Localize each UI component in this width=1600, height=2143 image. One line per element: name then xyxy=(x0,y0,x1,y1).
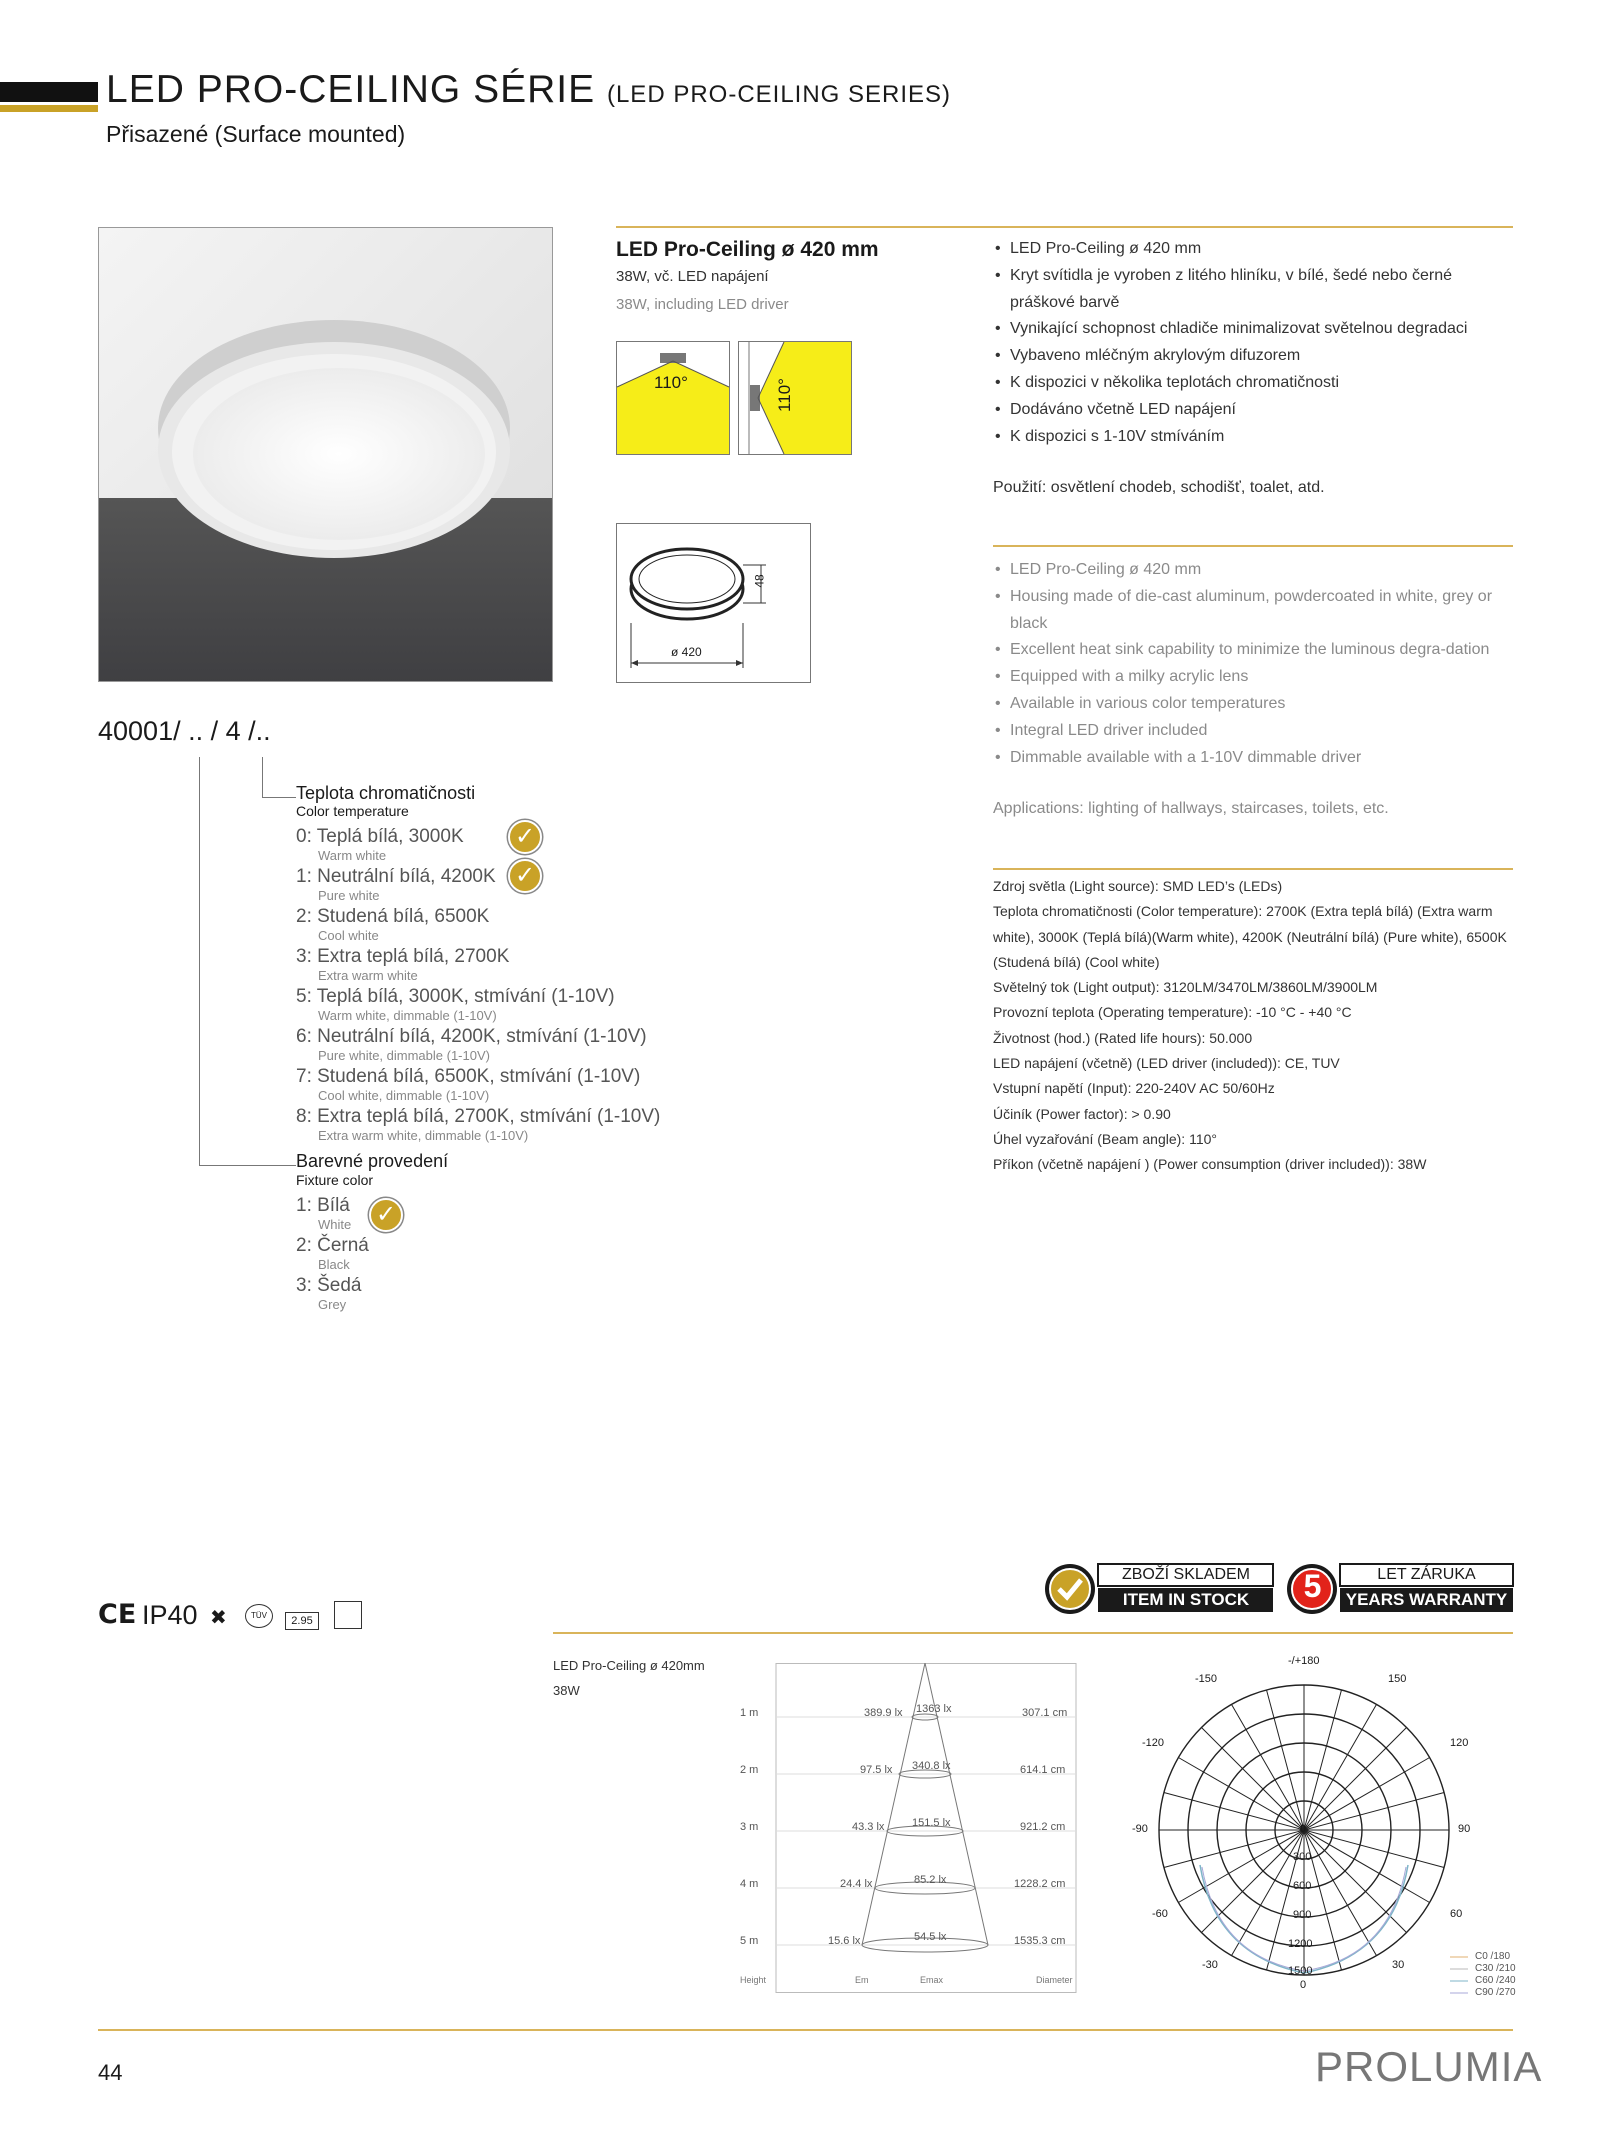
polar-angle-label: 90 xyxy=(1458,1823,1471,1835)
spec-item: LED napájení (včetně) (LED driver (included)): CE, TUV xyxy=(993,1055,1340,1072)
fixture-color-title: Barevné provedení xyxy=(296,1151,449,1171)
feature-en-item: • Housing made of die-cast aluminum, powdercoated in white, grey or black xyxy=(993,584,1513,638)
header-bar-black xyxy=(0,82,98,102)
spec-item: Vstupní napětí (Input): 220-240V AC 50/60Hz xyxy=(993,1080,1275,1097)
polar-angle-label: -/+180 xyxy=(1288,1655,1320,1667)
warranty-number: 5 xyxy=(1303,1568,1322,1604)
polar-value-label: 600 xyxy=(1293,1880,1312,1892)
polar-value-label: 1500 xyxy=(1288,1965,1313,1977)
specs xyxy=(993,874,1513,1178)
tree-line-outer-h xyxy=(199,1165,296,1166)
spec-item: Světelný tok (Light output): 3120LM/3470LM/3860LM/3900LM xyxy=(993,979,1378,996)
photometric-diameter: 307.1 cm xyxy=(1022,1707,1068,1719)
polar-angle-label: 60 xyxy=(1450,1908,1463,1920)
photometric-power: 38W xyxy=(553,1683,580,1698)
weee-bin-icon: ✖ xyxy=(210,1605,227,1629)
dimension-drawing xyxy=(616,523,811,683)
polar-angle-label: 150 xyxy=(1388,1673,1407,1685)
spec-item: Zdroj světla (Light source): SMD LED’s (LEDs) xyxy=(993,878,1283,894)
beam-angle-label-2: 110° xyxy=(774,378,794,412)
photometric-emax: 85.2 lx xyxy=(914,1874,947,1886)
feature-en-item: • Excellent heat sink capability to minimize the luminous degra-dation xyxy=(993,637,1513,664)
warranty-badge-en: YEARS WARRANTY xyxy=(1345,1590,1508,1609)
spec-item: Teplota chromatičnosti (Color temperature): 2700K (Extra teplá bílá) (Extra warm white), 3000K (Teplá bílá)(Warm white), 4200K (Neutrální bílá) (Pure white), 6500K (Studená bílá) (Cool white) xyxy=(993,903,1507,970)
photometric-footer-em: Em xyxy=(855,1975,869,1985)
hammer-impact-icon xyxy=(334,1601,362,1629)
divider-top xyxy=(616,226,1513,228)
spec-item: Účiník (Power factor): > 0.90 xyxy=(993,1105,1171,1122)
product-power-en: 38W, including LED driver xyxy=(616,296,789,313)
polar-diagram xyxy=(1130,1655,1530,2020)
feature-cz-item: • K dispozici s 1-10V stmíváním xyxy=(993,424,1513,451)
usage-cz: Použití: osvětlení chodeb, schodišť, toalet, atd. xyxy=(993,479,1325,497)
feature-cz-item: • Kryt svítidla je vyroben z litého hliníku, v bílé, šedé nebo černé práškové barvě xyxy=(993,263,1513,317)
usage-en: Applications: lighting of hallways, staircases, toilets, etc. xyxy=(993,800,1389,818)
ce-mark-icon: CE xyxy=(98,1599,137,1630)
page-title: LED PRO-CEILING SÉRIE (LED PRO-CEILING SERIES) xyxy=(106,68,952,111)
dimension-height: 48 xyxy=(752,574,767,588)
product-code: 40001/ .. / 4 /.. xyxy=(98,716,271,746)
feature-en-item: • Dimmable available with a 1-10V dimmable driver xyxy=(993,745,1513,772)
photometric-height: 5 m xyxy=(740,1935,759,1947)
product-name: LED Pro-Ceiling ø 420 mm xyxy=(616,238,879,261)
in-stock-check-icon xyxy=(508,820,542,854)
polar-angle-label: 30 xyxy=(1392,1959,1405,1971)
dimension-diameter: ø 420 xyxy=(671,645,702,659)
polar-angle-label: -150 xyxy=(1195,1673,1218,1685)
color-temp-option: 5: Teplá bílá, 3000K, stmívání (1-10V) Warm white, dimmable (1-10V) xyxy=(296,986,615,1023)
feature-cz-item: • LED Pro-Ceiling ø 420 mm xyxy=(993,236,1513,263)
photometric-em: 389.9 lx xyxy=(864,1707,903,1719)
photometric-diameter: 1535.3 cm xyxy=(1014,1935,1066,1947)
color-temp-option: 1: Neutrální bílá, 4200K Pure white xyxy=(296,866,496,903)
divider-photometric xyxy=(553,1632,1513,1634)
polar-legend-item: C0 /180 xyxy=(1475,1951,1511,1962)
brand-logo: PROLUMIA xyxy=(1315,2043,1543,2090)
polar-angle-label: -90 xyxy=(1132,1823,1148,1835)
page-subtitle: Přisazené (Surface mounted) xyxy=(106,121,406,147)
spec-item: Úhel vyzařování (Beam angle): 110° xyxy=(993,1130,1218,1147)
fixture-color-option: 1: Bílá White xyxy=(296,1195,352,1232)
divider-cz-en xyxy=(993,545,1513,547)
beam-diagram-front xyxy=(616,341,730,455)
photometric-emax: 1363 lx xyxy=(916,1703,952,1715)
color-temp-option: 0: Teplá bílá, 3000K Warm white xyxy=(296,826,464,863)
ip-rating: IP40 xyxy=(142,1600,198,1630)
photometric-em: 43.3 lx xyxy=(852,1821,885,1833)
tree-line-inner-h xyxy=(262,797,296,798)
polar-value-label: 1200 xyxy=(1288,1938,1313,1950)
feature-cz-item: • K dispozici v několika teplotách chromatičnosti xyxy=(993,370,1513,397)
color-temp-option: 8: Extra teplá bílá, 2700K, stmívání (1-10V) Extra warm white, dimmable (1-10V) xyxy=(296,1106,661,1143)
features-cz xyxy=(993,236,1513,502)
photometric-footer-diameter: Diameter xyxy=(1036,1975,1073,1985)
spec-item: Provozní teplota (Operating temperature): -10 °C - +40 °C xyxy=(993,1004,1352,1021)
color-temp-option: 3: Extra teplá bílá, 2700K Extra warm white xyxy=(296,946,510,983)
spec-item: Příkon (včetně napájení ) (Power consumption (driver included)): 38W xyxy=(993,1156,1427,1173)
photometric-em: 97.5 lx xyxy=(860,1764,893,1776)
illuminance-cone-diagram xyxy=(740,1663,1080,1993)
page-title-en: (LED PRO-CEILING SERIES) xyxy=(606,81,952,108)
divider-specs xyxy=(993,868,1513,870)
feature-cz-item: • Vybaveno mléčným akrylovým difuzorem xyxy=(993,343,1513,370)
polar-angle-label: -120 xyxy=(1142,1737,1165,1749)
photometric-height: 2 m xyxy=(740,1764,759,1776)
color-temp-option: 6: Neutrální bílá, 4200K, stmívání (1-10V) Pure white, dimmable (1-10V) xyxy=(296,1026,647,1063)
photometric-diameter: 614.1 cm xyxy=(1020,1764,1066,1776)
stock-badge-cz: ZBOŽÍ SKLADEM xyxy=(1121,1566,1251,1583)
photometric-height: 4 m xyxy=(740,1878,759,1890)
feature-en-item: • Equipped with a milky acrylic lens xyxy=(993,664,1513,691)
feature-en-item: • Available in various color temperatures xyxy=(993,691,1513,718)
polar-legend-item: C30 /210 xyxy=(1475,1963,1516,1974)
color-temp-option: 7: Studená bílá, 6500K, stmívání (1-10V) Cool white, dimmable (1-10V) xyxy=(296,1066,641,1103)
page-number: 44 xyxy=(98,2060,123,2085)
spec-item: Životnost (hod.) (Rated life hours): 50.000 xyxy=(993,1029,1253,1046)
polar-angle-label: -60 xyxy=(1152,1908,1168,1920)
photometric-diameter: 1228.2 cm xyxy=(1014,1878,1066,1890)
tree-line-inner xyxy=(262,757,263,798)
feature-en-item: • LED Pro-Ceiling ø 420 mm xyxy=(993,557,1513,584)
color-temp-title: Teplota chromatičnosti xyxy=(296,783,476,803)
photometric-height: 3 m xyxy=(740,1821,759,1833)
in-stock-check-icon xyxy=(508,859,542,893)
feature-cz-item: • Vynikající schopnost chladiče minimalizovat světelnou degradaci xyxy=(993,316,1513,343)
fixture-color-title-en: Fixture color xyxy=(296,1172,374,1188)
warranty-badge-cz: LET ZÁRUKA xyxy=(1377,1566,1476,1583)
tree-line-outer xyxy=(199,757,200,1165)
feature-en-item: • Integral LED driver included xyxy=(993,718,1513,745)
polar-legend-item: C60 /240 xyxy=(1475,1975,1516,1986)
tuv-mark-icon: TÜV xyxy=(245,1604,273,1628)
in-stock-check-icon xyxy=(369,1198,403,1232)
polar-angle-label: 0 xyxy=(1300,1979,1307,1991)
product-photo xyxy=(98,227,553,682)
color-temp-option: 2: Studená bílá, 6500K Cool white xyxy=(296,906,490,943)
polar-value-label: 0 xyxy=(1300,1823,1307,1835)
stock-badge xyxy=(1043,1562,1275,1616)
photometric-diameter: 921.2 cm xyxy=(1020,1821,1066,1833)
warranty-badge xyxy=(1285,1562,1515,1616)
beam-angle-label-1: 110° xyxy=(654,373,688,392)
photometric-height: 1 m xyxy=(740,1707,759,1719)
polar-legend-item: C90 /270 xyxy=(1475,1987,1516,1998)
header-bar-gold xyxy=(0,105,98,112)
photometric-em: 24.4 lx xyxy=(840,1878,873,1890)
polar-value-label: 900 xyxy=(1293,1909,1312,1921)
fixture-color-option: 3: Šedá Grey xyxy=(296,1275,362,1312)
photometric-em: 15.6 lx xyxy=(828,1935,861,1947)
stock-badge-en: ITEM IN STOCK xyxy=(1122,1590,1250,1609)
photometric-footer-height: Height xyxy=(740,1975,767,1985)
photometric-emax: 54.5 lx xyxy=(914,1931,947,1943)
feature-cz-item: • Dodáváno včetně LED napájení xyxy=(993,397,1513,424)
polar-angle-label: 120 xyxy=(1450,1737,1469,1749)
photometric-title: LED Pro-Ceiling ø 420mm xyxy=(553,1658,705,1673)
product-power-cz: 38W, vč. LED napájení xyxy=(616,268,769,285)
fixture-color-option: 2: Černá Black xyxy=(296,1235,369,1272)
features-en xyxy=(993,557,1513,823)
polar-angle-label: -30 xyxy=(1202,1959,1218,1971)
photometric-emax: 340.8 lx xyxy=(912,1760,951,1772)
photometric-footer-emax: Emax xyxy=(920,1975,944,1985)
divider-footer xyxy=(98,2029,1513,2031)
beam-diagram-side xyxy=(738,341,852,455)
color-temp-title-en: Color temperature xyxy=(296,803,409,819)
polar-value-label: 300 xyxy=(1293,1851,1312,1863)
photometric-emax: 151.5 lx xyxy=(912,1817,951,1829)
ik-class-icon: 2.95 xyxy=(285,1612,319,1630)
